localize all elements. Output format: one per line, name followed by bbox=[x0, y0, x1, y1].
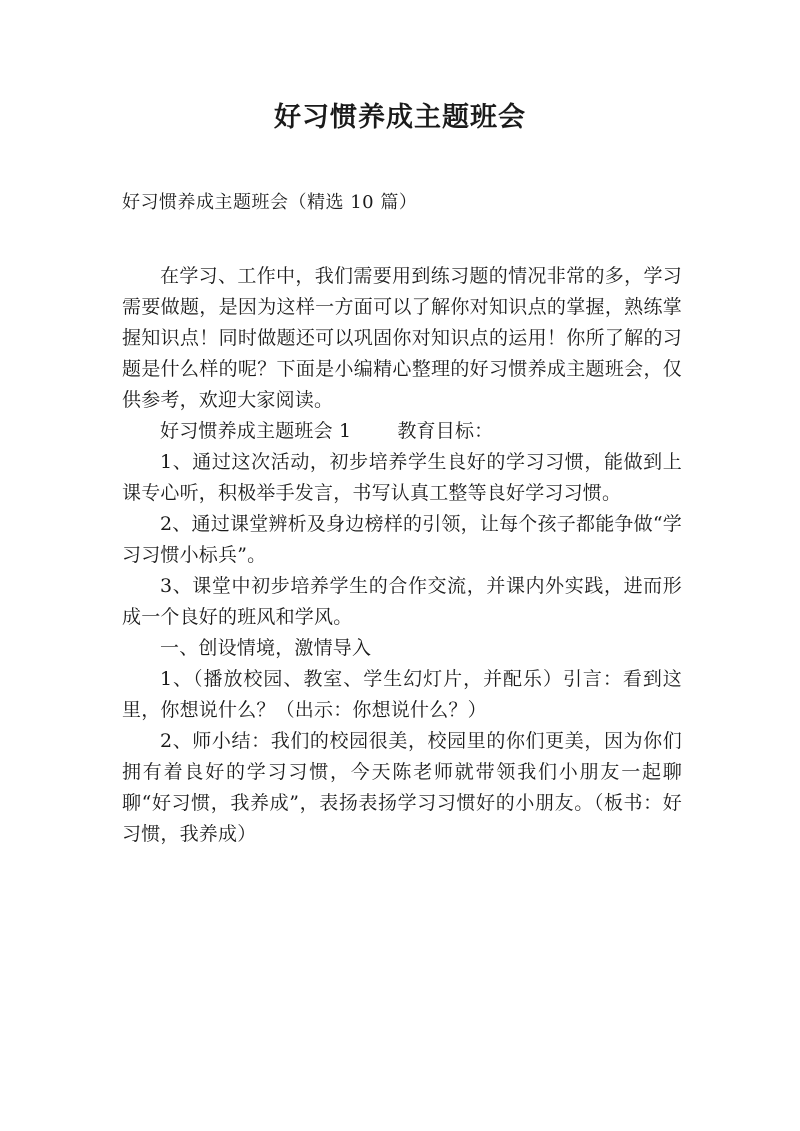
intro-paragraph: 在学习、工作中，我们需要用到练习题的情况非常的多，学习需要做题，是因为这样一方面可以了解你对知识点的掌握，熟练掌握知识点！同时做题还可以巩固你对知识点的运用！你所了解的习题是什么样的呢？下面是小编精心整理的好习惯养成主题班会，仅供参考，欢迎大家阅读。 bbox=[122, 265, 682, 411]
document-body bbox=[122, 261, 682, 850]
section-goal-label: 教育目标： bbox=[397, 420, 494, 442]
step-heading: 一、创设情境，激情导入 bbox=[160, 637, 372, 659]
goal-paragraph-3: 3、课堂中初步培养学生的合作交流，并课内外实践，进而形成一个良好的班风和学风。 bbox=[122, 575, 682, 628]
document-subtitle: 好习惯养成主题班会（精选 10 篇） bbox=[122, 192, 418, 213]
step-paragraph-2: 2、师小结：我们的校园很美，校园里的你们更美，因为你们拥有着良好的学习习惯，今天陈老师就带领我们小朋友一起聊聊“好习惯，我养成”，表扬表扬学习习惯好的小朋友。（板书：好习惯，我养成） bbox=[122, 730, 682, 845]
document-title: 好习惯养成主题班会 bbox=[274, 102, 526, 133]
step-paragraph-1: 1、（播放校园、教室、学生幻灯片，并配乐）引言：看到这里，你想说什么？（出示：你想说什么？） bbox=[122, 668, 682, 721]
goal-paragraph-2: 2、通过课堂辨析及身边榜样的引领，让每个孩子都能争做“学习习惯小标兵”。 bbox=[122, 513, 682, 566]
goal-paragraph-1: 1、通过这次活动，初步培养学生良好的学习习惯，能做到上课专心听，积极举手发言，书写认真工整等良好学习习惯。 bbox=[122, 451, 682, 504]
section-title: 好习惯养成主题班会 1 bbox=[160, 420, 352, 442]
section-heading bbox=[122, 416, 682, 447]
